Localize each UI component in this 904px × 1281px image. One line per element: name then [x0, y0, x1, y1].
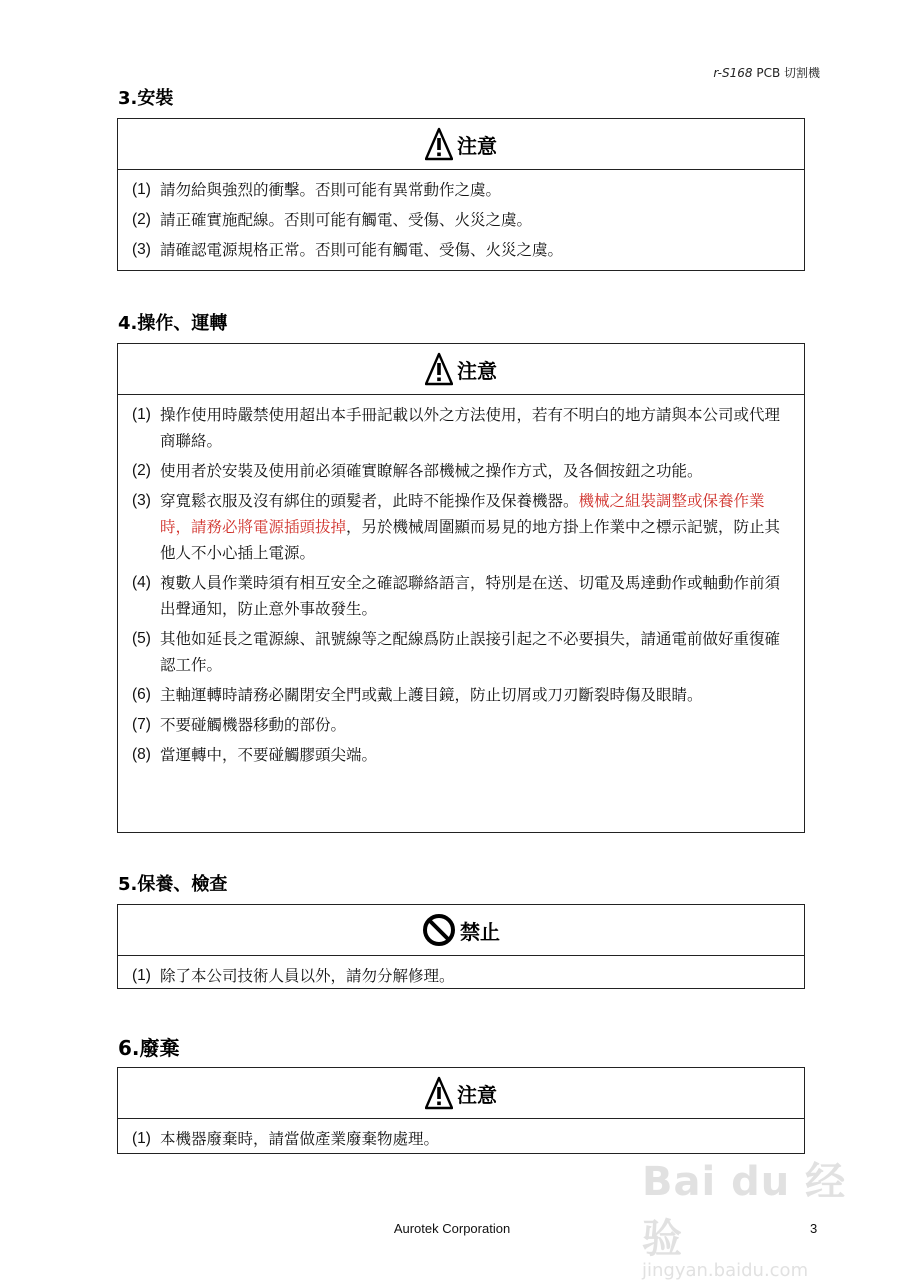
prohibit-label: 禁止 [460, 919, 500, 944]
list-item: (6) 主軸運轉時請務必關閉安全門或戴上護目鏡，防止切屑或刀刃斷裂時傷及眼睛。 [132, 686, 703, 704]
warning-triangle-icon [425, 352, 453, 386]
list-item: (3) 請確認電源規格正常。否則可能有觸電、受傷、火災之虞。 [132, 241, 564, 259]
caution-header [118, 344, 804, 395]
footer-company: Aurotek Corporation [393, 1221, 511, 1236]
caution-box-install [117, 118, 805, 271]
caution-label: 注意 [457, 1082, 497, 1107]
list-item: (1) 本機器廢棄時，請當做產業廢棄物處理。 [132, 1130, 440, 1148]
list-item: (1) 請勿給與強烈的衝擊。否則可能有異常動作之虞。 [132, 181, 502, 199]
section-title-disposal: 6.廢棄 [118, 1036, 180, 1060]
section-title-install: 3.安裝 [118, 88, 174, 109]
section-title-maintenance: 5.保養、檢查 [118, 874, 228, 895]
list-item: (5) 其他如延長之電源線、訊號線等之配線爲防止誤接引起之不必要損失，請通電前做好重復確認工作。 [132, 630, 781, 674]
watermark-url: jingyan.baidu.com [642, 1260, 809, 1281]
list-item: (3) 穿寬鬆衣服及沒有綁住的頭髮者，此時不能操作及保養機器。機械之組裝調整或保養作業時，請務必將電源插頭拔掉，另於機械周圍顯而易見的地方掛上作業中之標示記號，防止其他人不小心插上電源。 [132, 492, 781, 562]
list-item: (4) 複數人員作業時須有相互安全之確認聯絡語言，特別是在送、切電及馬達動作或軸動作前須出聲通知，防止意外事故發生。 [132, 574, 781, 618]
caution-label: 注意 [457, 358, 497, 383]
model-name: r-S168 [713, 66, 753, 80]
caution-header [118, 1068, 804, 1119]
caution-box-operation [117, 343, 805, 833]
watermark-logo: Bai du 经验 [642, 1159, 847, 1262]
section-title-operation: 4.操作、運轉 [118, 313, 228, 334]
prohibited-icon [422, 913, 456, 947]
list-item: (7) 不要碰觸機器移動的部份。 [132, 716, 347, 734]
prohibit-box-maintenance [117, 904, 805, 989]
caution-box-disposal [117, 1067, 805, 1154]
warning-triangle-icon [425, 127, 453, 161]
list-item: (8) 當運轉中，不要碰觸膠頭尖端。 [132, 746, 378, 764]
prohibit-header [118, 905, 804, 956]
product-name: PCB 切割機 [756, 66, 820, 80]
caution-header [118, 119, 804, 170]
warning-triangle-icon [425, 1076, 453, 1110]
page-number: 3 [810, 1221, 818, 1236]
list-item: (2) 請正確實施配線。否則可能有觸電、受傷、火災之虞。 [132, 211, 533, 229]
page-header [713, 64, 820, 81]
list-item: (1) 操作使用時嚴禁使用超出本手冊記載以外之方法使用，若有不明白的地方請與本公司或代理商聯絡。 [132, 406, 781, 450]
warning-red-text: 機械之組裝調整或保養作業時，請務必將電源插頭拔掉 [160, 492, 765, 536]
list-item: (1) 除了本公司技術人員以外，請勿分解修理。 [132, 967, 455, 985]
list-item: (2) 使用者於安裝及使用前必須確實瞭解各部機械之操作方式，及各個按鈕之功能。 [132, 462, 703, 480]
caution-label: 注意 [457, 133, 497, 158]
